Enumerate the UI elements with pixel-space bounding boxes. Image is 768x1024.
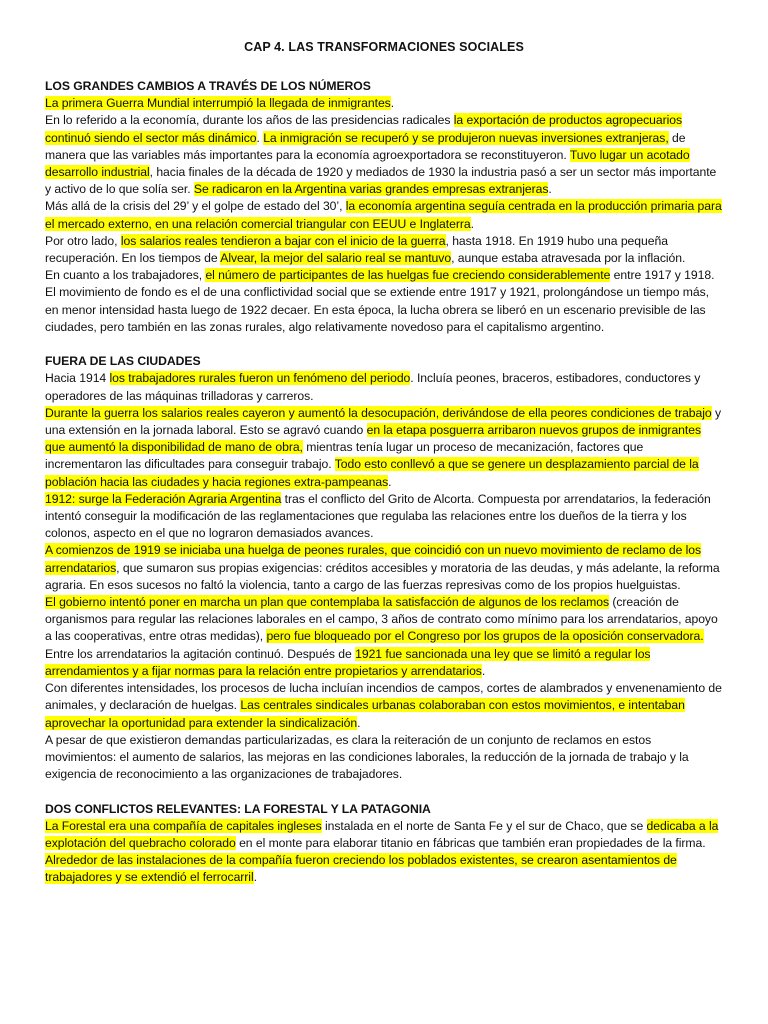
paragraph: [45, 198, 723, 232]
highlighted-text: Alrededor de las instalaciones de la compañía fueron creciendo los poblados existentes, se crearon asentamientos de trabajadores y se extendió el ferrocarril: [45, 853, 677, 885]
text-segment: , que sumaron sus propias exigencias: créditos accesibles y moratoria de las deudas, y más adelante, la reforma agraria. En esos sucesos no faltó la violencia, tanto a cargo de las fuerzas represivas como de los propios huelguistas.: [45, 560, 720, 592]
text-segment: . Incluía peones, braceros, estibadores, conductores y operadores de las máquinas trilladoras y carreros.: [45, 371, 701, 403]
highlighted-text: Tuvo lugar un acotado desarrollo industrial: [45, 147, 690, 180]
section-heading: LOS GRANDES CAMBIOS A TRAVÉS DE LOS NÚMEROS: [45, 79, 371, 93]
highlighted-text: 1921 fue sancionada una ley que se limitó a regular los arrendamientos y a fijar normas para la relación entre propietarios y arrendatarios: [45, 646, 651, 678]
paragraph: [45, 405, 723, 491]
text-segment: (creación de organismos para regular las relaciones laborales en el campo, 3 años de contrato como mínimo para los arrendatarios, apoyo a las cooperativas, entre otras medidas),: [45, 595, 718, 644]
paragraph: [45, 818, 723, 887]
paragraph: [45, 267, 723, 336]
text-segment: .: [388, 474, 392, 489]
highlighted-text: en la etapa posguerra arribaron nuevos grupos de inmigrantes que aumentó la disponibilidad de mano de obra,: [45, 423, 702, 455]
text-segment: y una extensión en la jornada laboral. Esto se agravó cuando: [45, 405, 722, 438]
text-segment: , hacia finales de la década de 1920 y mediados de 1930 la industria pasó a ser un sector más importante y activo de lo que solía ser.: [45, 165, 717, 197]
document-body: [45, 78, 723, 887]
paragraph: [45, 732, 723, 784]
highlighted-text: el número de participantes de las huelgas fue creciendo considerablemente: [205, 268, 611, 283]
text-segment: , aunque estaba atravesada por la inflación.: [451, 251, 686, 266]
highlighted-text: los salarios reales tendieron a bajar con el inicio de la guerra: [120, 233, 446, 248]
text-segment: , hasta 1918. En 1919 hubo una pequeña recuperación. En los tiempos de: [45, 233, 668, 266]
text-segment: .: [357, 715, 361, 730]
text-segment: Entre los arrendatarios la agitación continuó. Después de: [45, 646, 356, 661]
highlighted-text: La Forestal era una compañía de capitales ingleses: [45, 818, 322, 833]
text-segment: de manera que las variables más importantes para la economía agroexportadora se reconstituyeron.: [45, 130, 686, 162]
text-segment: tras el conflicto del Grito de Alcorta. Compuesta por arrendatarios, la federación intentó conseguir la modificación de las reglamentaciones que regulaba las relaciones entre los dueños de la tierra y los colonos, aspecto en el que no lograron demasiados avances.: [45, 491, 711, 541]
highlighted-text: A comienzos de 1919 se iniciaba una huelga de peones rurales, que coincidió con un nuevo movimiento de reclamo de los arrendatarios: [45, 543, 702, 575]
paragraph: [45, 680, 723, 732]
section-spacer: [45, 783, 723, 800]
text-segment: .: [470, 216, 474, 231]
highlighted-text: 1912: surge la Federación Agraria Argentina: [45, 491, 282, 506]
paragraph: [45, 370, 723, 404]
paragraph: [45, 112, 723, 198]
text-segment: Hacia 1914: [45, 371, 110, 386]
paragraph: [45, 233, 723, 267]
paragraph: [45, 542, 723, 594]
highlighted-text: La inmigración se recuperó y se produjeron nuevas inversiones extranjeras,: [263, 130, 669, 145]
highlighted-text: Las centrales sindicales urbanas colaboraban con estos movimientos, e intentaban aprovechar la oportunidad para extender la sindicalización: [45, 698, 685, 730]
paragraph: [45, 594, 723, 680]
text-segment: En cuanto a los trabajadores,: [45, 268, 206, 283]
paragraph: [45, 95, 723, 112]
highlighted-text: la exportación de productos agropecuarios continuó siendo el sector más dinámico: [45, 113, 683, 145]
document-title: CAP 4. LAS TRANSFORMACIONES SOCIALES: [244, 40, 524, 54]
section-heading: FUERA DE LAS CIUDADES: [45, 354, 201, 369]
text-segment: Más allá de la crisis del 29’ y el golpe de estado del 30’,: [45, 199, 346, 214]
text-segment: .: [256, 130, 264, 145]
text-segment: en el monte para elaborar titanio en fábricas que también eran propiedades de la firma.: [235, 835, 706, 850]
text-segment: En lo referido a la economía, durante los años de las presidencias radicales: [45, 113, 454, 128]
highlighted-text: La primera Guerra Mundial interrumpió la llegada de inmigrantes: [45, 96, 391, 111]
text-segment: .: [548, 182, 552, 197]
highlighted-text: Se radicaron en la Argentina varias grandes empresas extranjeras: [193, 182, 549, 197]
highlighted-text: Alvear, la mejor del salario real se mantuvo: [220, 251, 452, 266]
highlighted-text: Durante la guerra los salarios reales cayeron y aumentó la desocupación, derivándose de ella peores condiciones de trabajo: [45, 405, 712, 420]
highlighted-text: los trabajadores rurales fueron un fenómeno del periodo: [109, 371, 411, 386]
text-segment: .: [390, 96, 395, 111]
text-segment: A pesar de que existieron demandas particularizadas, es clara la reiteración de un conjunto de reclamos en estos movimientos: el aumento de salarios, las mejoras en las condiciones laborales, la reducción de la jornada de trabajo y la exigencia de reconocimiento a las organizaciones de trabajadores.: [45, 732, 689, 782]
highlighted-text: dedicaba a la explotación del quebracho colorado: [45, 818, 719, 850]
text-segment: Con diferentes intensidades, los procesos de lucha incluían incendios de campos, cortes de alambrados y envenenamiento de animales, y declaración de huelgas.: [45, 681, 722, 713]
text-segment: .: [481, 663, 486, 678]
highlighted-text: Todo esto conllevó a que se genere un desplazamiento parcial de la población hacia las ciudades y hacia regiones extra-pampeanas: [45, 457, 699, 489]
highlighted-text: pero fue bloqueado por el Congreso por los grupos de la oposición conservadora.: [266, 629, 704, 644]
highlighted-text: El gobierno intentó poner en marcha un plan que contemplaba la satisfacción de algunos de los reclamos: [45, 595, 610, 610]
text-segment: instalada en el norte de Santa Fe y el sur de Chaco, que se: [321, 818, 647, 833]
section-heading: DOS CONFLICTOS RELEVANTES: LA FORESTAL Y LA PATAGONIA: [45, 801, 431, 816]
text-segment: entre 1917 y 1918. El movimiento de fondo es el de una conflictividad social que se extiende entre 1917 y 1921, prolongándose un tiempo más, en menor intensidad hasta luego de 1922 decaer. En esta época, la lucha obrera se liberó en un escenario previsible de las ciudades, pero también en las zonas rurales, algo relativamente novedoso para el capitalismo argentino.: [45, 268, 715, 334]
section-spacer: [45, 336, 723, 353]
paragraph: [45, 491, 723, 543]
text-segment: .: [253, 870, 257, 885]
highlighted-text: la economía argentina seguía centrada en la producción primaria para el mercado externo, en una relación comercial triangular con EEUU e Inglaterra: [45, 199, 722, 231]
text-segment: mientras tenía lugar un proceso de mecanización, factores que incrementaron las dificultades para conseguir trabajo.: [45, 440, 644, 472]
text-segment: Por otro lado,: [45, 233, 121, 248]
